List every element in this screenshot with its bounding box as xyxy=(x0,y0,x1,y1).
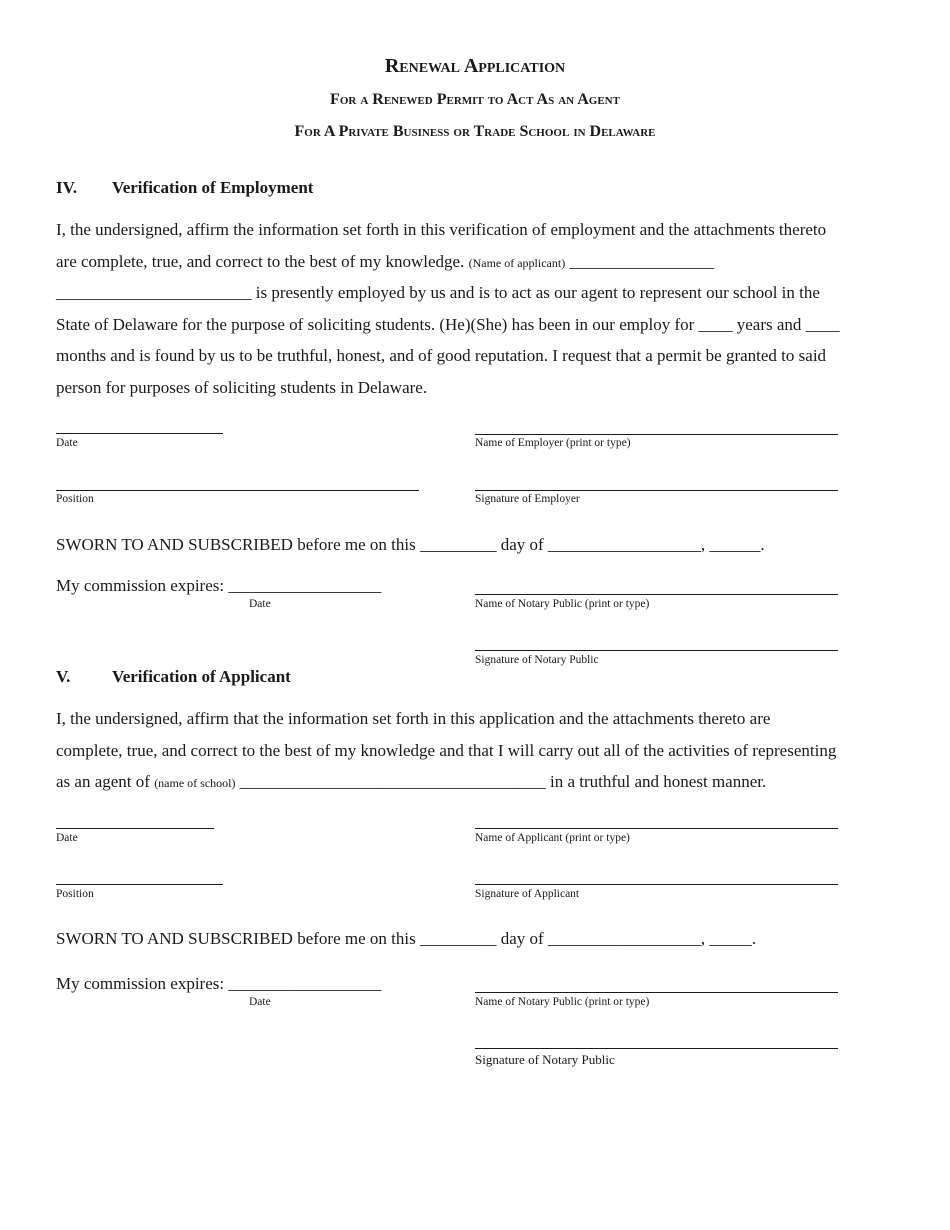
employer-name-line[interactable] xyxy=(475,434,838,435)
section-5-line-3-text: as an agent of xyxy=(56,772,150,791)
section-5-notary-signature-label: Signature of Notary Public xyxy=(475,1052,615,1067)
section-4-paragraph-line-4: State of Delaware for the purpose of soliciting students. (He)(She) has been in our employ for ____ years and ____ xyxy=(56,315,840,334)
school-name-hint: (name of school) xyxy=(154,776,236,790)
employer-date-label: Date xyxy=(56,437,78,449)
section-5-paragraph-line-1: I, the undersigned, affirm that the information set forth in this application and the attachments thereto are xyxy=(56,709,771,728)
section-4-paragraph-line-3: _______________________ is presently employed by us and is to act as our agent to represent our school in the xyxy=(56,283,820,302)
employer-name-label: Name of Employer (print or type) xyxy=(475,437,631,449)
section-4-notary-name-label: Name of Notary Public (print or type) xyxy=(475,598,650,610)
section-4-sworn-statement: SWORN TO AND SUBSCRIBED before me on this _________ day of __________________, ______. xyxy=(56,535,765,554)
section-5-title: Verification of Applicant xyxy=(112,667,291,686)
section-4-commission-date-label: Date xyxy=(249,598,271,610)
applicant-date-line[interactable] xyxy=(56,828,214,829)
form-subtitle-2: For A Private Business or Trade School in Delaware xyxy=(294,123,656,140)
applicant-name-label: Name of Applicant (print or type) xyxy=(475,832,630,844)
employer-date-line[interactable] xyxy=(56,433,223,434)
applicant-signature-line[interactable] xyxy=(475,884,838,885)
section-5-sworn-statement: SWORN TO AND SUBSCRIBED before me on this _________ day of __________________, _____. xyxy=(56,929,757,948)
section-5-commission-expires: My commission expires: __________________ xyxy=(56,974,382,993)
school-name-blank[interactable]: ____________________________________ in a truthful and honest manner. xyxy=(239,772,767,791)
form-subtitle-1: For a Renewed Permit to Act As an Agent xyxy=(330,91,620,108)
section-4-number: IV. xyxy=(56,178,77,197)
section-5-paragraph-line-2: complete, true, and correct to the best of my knowledge and that I will carry out all of the activities of representing xyxy=(56,741,837,760)
section-4-commission-expires: My commission expires: __________________ xyxy=(56,576,382,595)
position-line[interactable] xyxy=(56,490,419,491)
section-4-paragraph-line-2 xyxy=(56,252,714,272)
applicant-name-line[interactable] xyxy=(475,828,838,829)
section-5-paragraph-line-3 xyxy=(56,772,766,792)
applicant-name-blank[interactable]: _________________ xyxy=(569,252,714,271)
section-4-paragraph-line-6: person for purposes of soliciting students in Delaware. xyxy=(56,378,428,397)
position-label: Position xyxy=(56,493,94,505)
form-title: Renewal Application xyxy=(384,55,566,77)
applicant-date-label: Date xyxy=(56,832,78,844)
applicant-name-hint: (Name of applicant) xyxy=(468,256,566,270)
section-4-title: Verification of Employment xyxy=(112,178,314,197)
section-4-paragraph-line-5: months and is found by us to be truthful, honest, and of good reputation. I request that a permit be granted to said xyxy=(56,346,827,365)
employer-signature-label: Signature of Employer xyxy=(475,493,580,505)
employer-signature-line[interactable] xyxy=(475,490,838,491)
section-5-notary-name-label: Name of Notary Public (print or type) xyxy=(475,996,650,1008)
section-5-notary-signature-line[interactable] xyxy=(475,1048,838,1049)
section-5-commission-date-label: Date xyxy=(249,996,271,1008)
section-5-number: V. xyxy=(56,667,71,686)
applicant-position-line[interactable] xyxy=(56,884,223,885)
section-4-notary-signature-line[interactable] xyxy=(475,650,838,651)
section-4-paragraph-line-1: I, the undersigned, affirm the information set forth in this verification of employment and the attachments thereto xyxy=(56,220,827,239)
applicant-signature-label: Signature of Applicant xyxy=(475,888,580,900)
section-4-notary-signature-label: Signature of Notary Public xyxy=(475,654,599,666)
section-4-line-2-text: are complete, true, and correct to the best of my knowledge. xyxy=(56,252,465,271)
section-5-notary-name-line[interactable] xyxy=(475,992,838,993)
applicant-position-label: Position xyxy=(56,888,94,900)
section-4-notary-name-line[interactable] xyxy=(475,594,838,595)
